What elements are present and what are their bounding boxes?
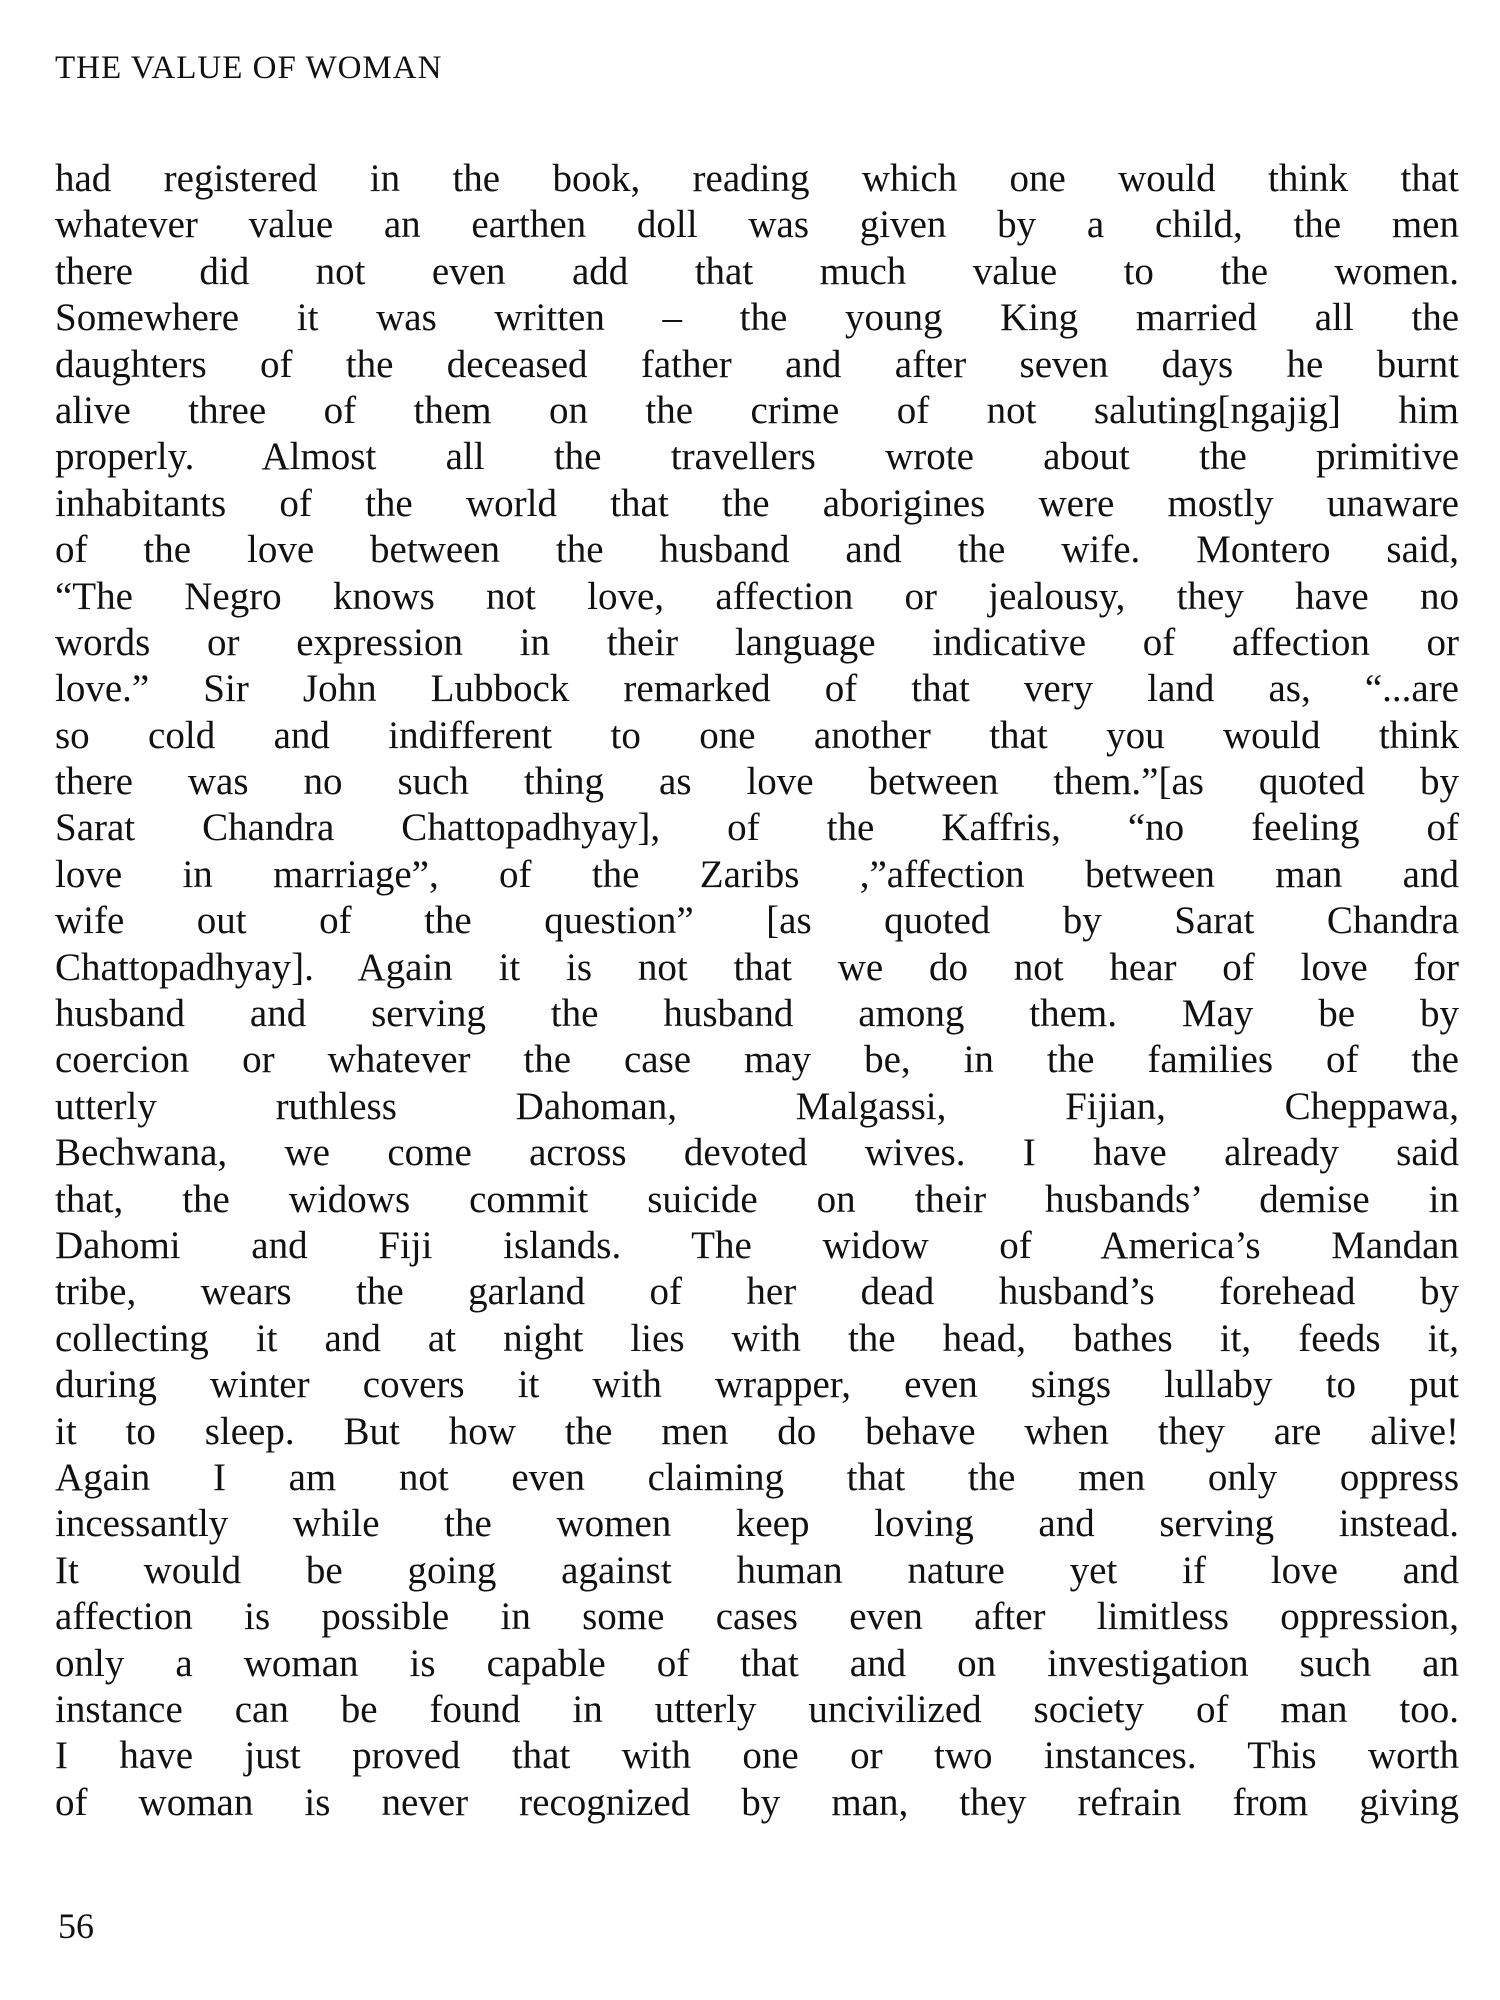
body-text	[55, 156, 1459, 1826]
page-number: 56	[58, 1906, 94, 1946]
text-line: It would be going against human nature yet if love and	[55, 1548, 1459, 1592]
text-line: love.” Sir John Lubbock remarked of that very land as, “...are	[55, 667, 1459, 711]
text-line: instance can be found in utterly uncivilized society of man too.	[55, 1687, 1459, 1731]
text-line: collecting it and at night lies with the head, bathes it, feeds it,	[55, 1316, 1459, 1360]
text-line: wife out of the question” [as quoted by Sarat Chandra	[55, 899, 1459, 943]
text-line: had registered in the book, reading which one would think that	[55, 157, 1459, 200]
text-line: Chattopadhyay]. Again it is not that we do not hear of love for	[55, 945, 1459, 989]
text-line: only a woman is capable of that and on investigation such an	[55, 1641, 1459, 1685]
text-line: inhabitants of the world that the aborigines were mostly unaware	[55, 481, 1459, 525]
text-line: husband and serving the husband among them. May be by	[55, 992, 1459, 1036]
text-line: love in marriage”, of the Zaribs ,”affection between man and	[55, 852, 1459, 896]
text-line: it to sleep. But how the men do behave when they are alive!	[55, 1409, 1459, 1453]
running-head: THE VALUE OF WOMAN	[55, 50, 443, 86]
text-line: so cold and indifferent to one another that you would think	[55, 713, 1459, 757]
text-line: Dahomi and Fiji islands. The widow of America’s Mandan	[55, 1223, 1459, 1267]
text-line: I have just proved that with one or two instances. This worth	[55, 1734, 1459, 1778]
text-line: daughters of the deceased father and after seven days he burnt	[55, 342, 1459, 386]
text-line: tribe, wears the garland of her dead husband’s forehead by	[55, 1270, 1459, 1314]
text-line: Bechwana, we come across devoted wives. I have already said	[55, 1131, 1459, 1175]
text-line: affection is possible in some cases even after limitless oppression,	[55, 1595, 1459, 1639]
text-line: “The Negro knows not love, affection or jealousy, they have no	[55, 574, 1459, 618]
text-line: Sarat Chandra Chattopadhyay], of the Kaffris, “no feeling of	[55, 806, 1459, 850]
text-line: there did not even add that much value to the women.	[55, 249, 1459, 293]
text-line: words or expression in their language indicative of affection or	[55, 620, 1459, 664]
text-line: of the love between the husband and the wife. Montero said,	[55, 528, 1459, 572]
text-line: coercion or whatever the case may be, in the families of the	[55, 1038, 1459, 1082]
text-line: whatever value an earthen doll was given by a child, the men	[55, 203, 1459, 247]
text-line: alive three of them on the crime of not saluting[ngajig] him	[55, 388, 1459, 432]
text-line: Somewhere it was written – the young King married all the	[55, 296, 1459, 340]
text-line: of woman is never recognized by man, they refrain from giving	[55, 1780, 1459, 1824]
text-line: that, the widows commit suicide on their husbands’ demise in	[55, 1177, 1459, 1221]
text-line: there was no such thing as love between them.”[as quoted by	[55, 760, 1459, 804]
text-line: properly. Almost all the travellers wrote about the primitive	[55, 435, 1459, 479]
text-line: incessantly while the women keep loving and serving instead.	[55, 1502, 1459, 1546]
text-line: utterly ruthless Dahoman, Malgassi, Fijian, Cheppawa,	[55, 1084, 1459, 1128]
text-line: Again I am not even claiming that the men only oppress	[55, 1455, 1459, 1499]
text-line: during winter covers it with wrapper, even sings lullaby to put	[55, 1363, 1459, 1407]
